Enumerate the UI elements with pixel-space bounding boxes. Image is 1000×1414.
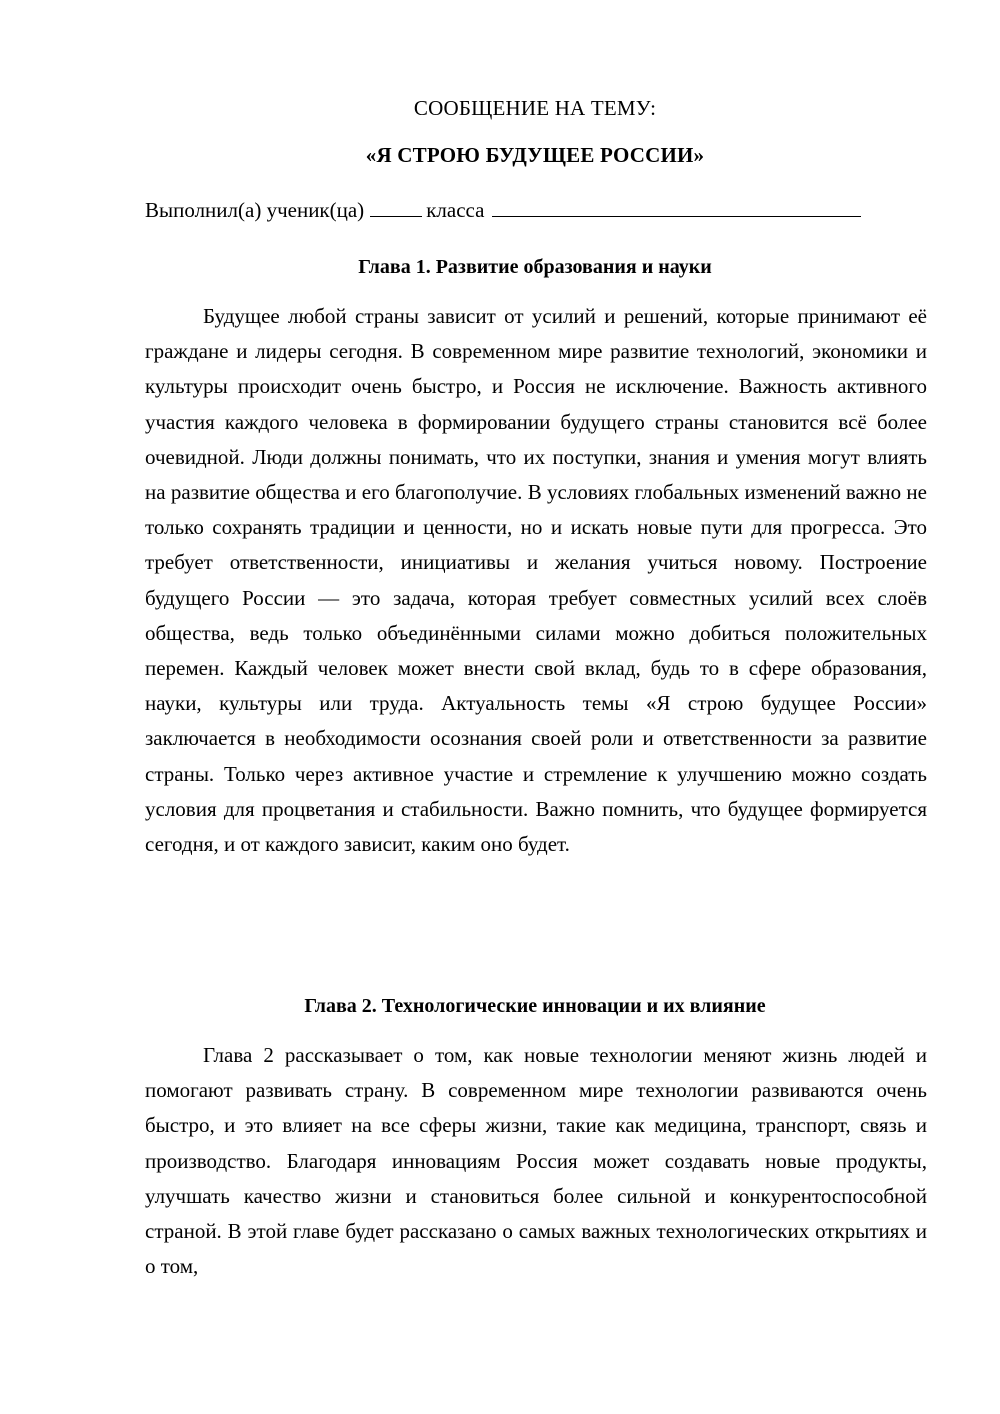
document-title-line-1: СООБЩЕНИЕ НА ТЕМУ: [413,96,657,120]
class-label: класса [426,198,485,222]
student-name-blank [492,198,861,217]
chapter-1-paragraph: Будущее любой страны зависит от усилий и решений, которые принимают её граждане и лидеры сегодня. В современном мире развитие технологий, экономики и культуры происходит очень быстро, и Россия не исключение. Важность активного участия каждого человека в формировании будущего страны становится всё более очевидной. Люди должны понимать, что их поступки, знания и умения могут влиять на развитие общества и его благополучие. В условиях глобальных изменений важно не только сохранять традиции и ценности, но и искать новые пути для прогресса. Это требует ответственности, инициативы и желания учиться новому. Построение будущего России — это задача, которая требует совместных усилий всех слоёв общества, ведь только объединёнными силами можно добиться положительных перемен. Каждый человек может внести свой вклад, будь то в сфере образования, науки, культуры или труда. Актуальность темы «Я строю будущее России» заключается в необходимости осознания своей роли и ответственности за развитие страны. Только через активное участие и стремление к улучшению можно создать условия для процветания и стабильности. Важно помнить, что будущее формируется сегодня, и от каждого зависит, каким оно будет. [145,304,927,857]
chapter-2-heading: Глава 2. Технологические инновации и их влияние [304,995,766,1017]
chapter-1-heading: Глава 1. Развитие образования и науки [358,256,712,278]
author-line [145,198,861,223]
document-title-line-2: «Я СТРОЮ БУДУЩЕЕ РОССИИ» [365,143,705,167]
class-number-blank [370,198,422,217]
author-label: Выполнил(а) ученик(ца) [145,198,365,222]
chapter-2-paragraph: Глава 2 рассказывает о том, как новые технологии меняют жизнь людей и помогают развивать страну. В современном мире технологии развиваются очень быстро, и это влияет на все сферы жизни, такие как медицина, транспорт, связь и производство. Благодаря инновациям Россия может создавать новые продукты, улучшать качество жизни и становиться более сильной и конкурентоспособной страной. В этой главе будет рассказано о самых важных технологических открытиях и о том, [145,1043,927,1279]
